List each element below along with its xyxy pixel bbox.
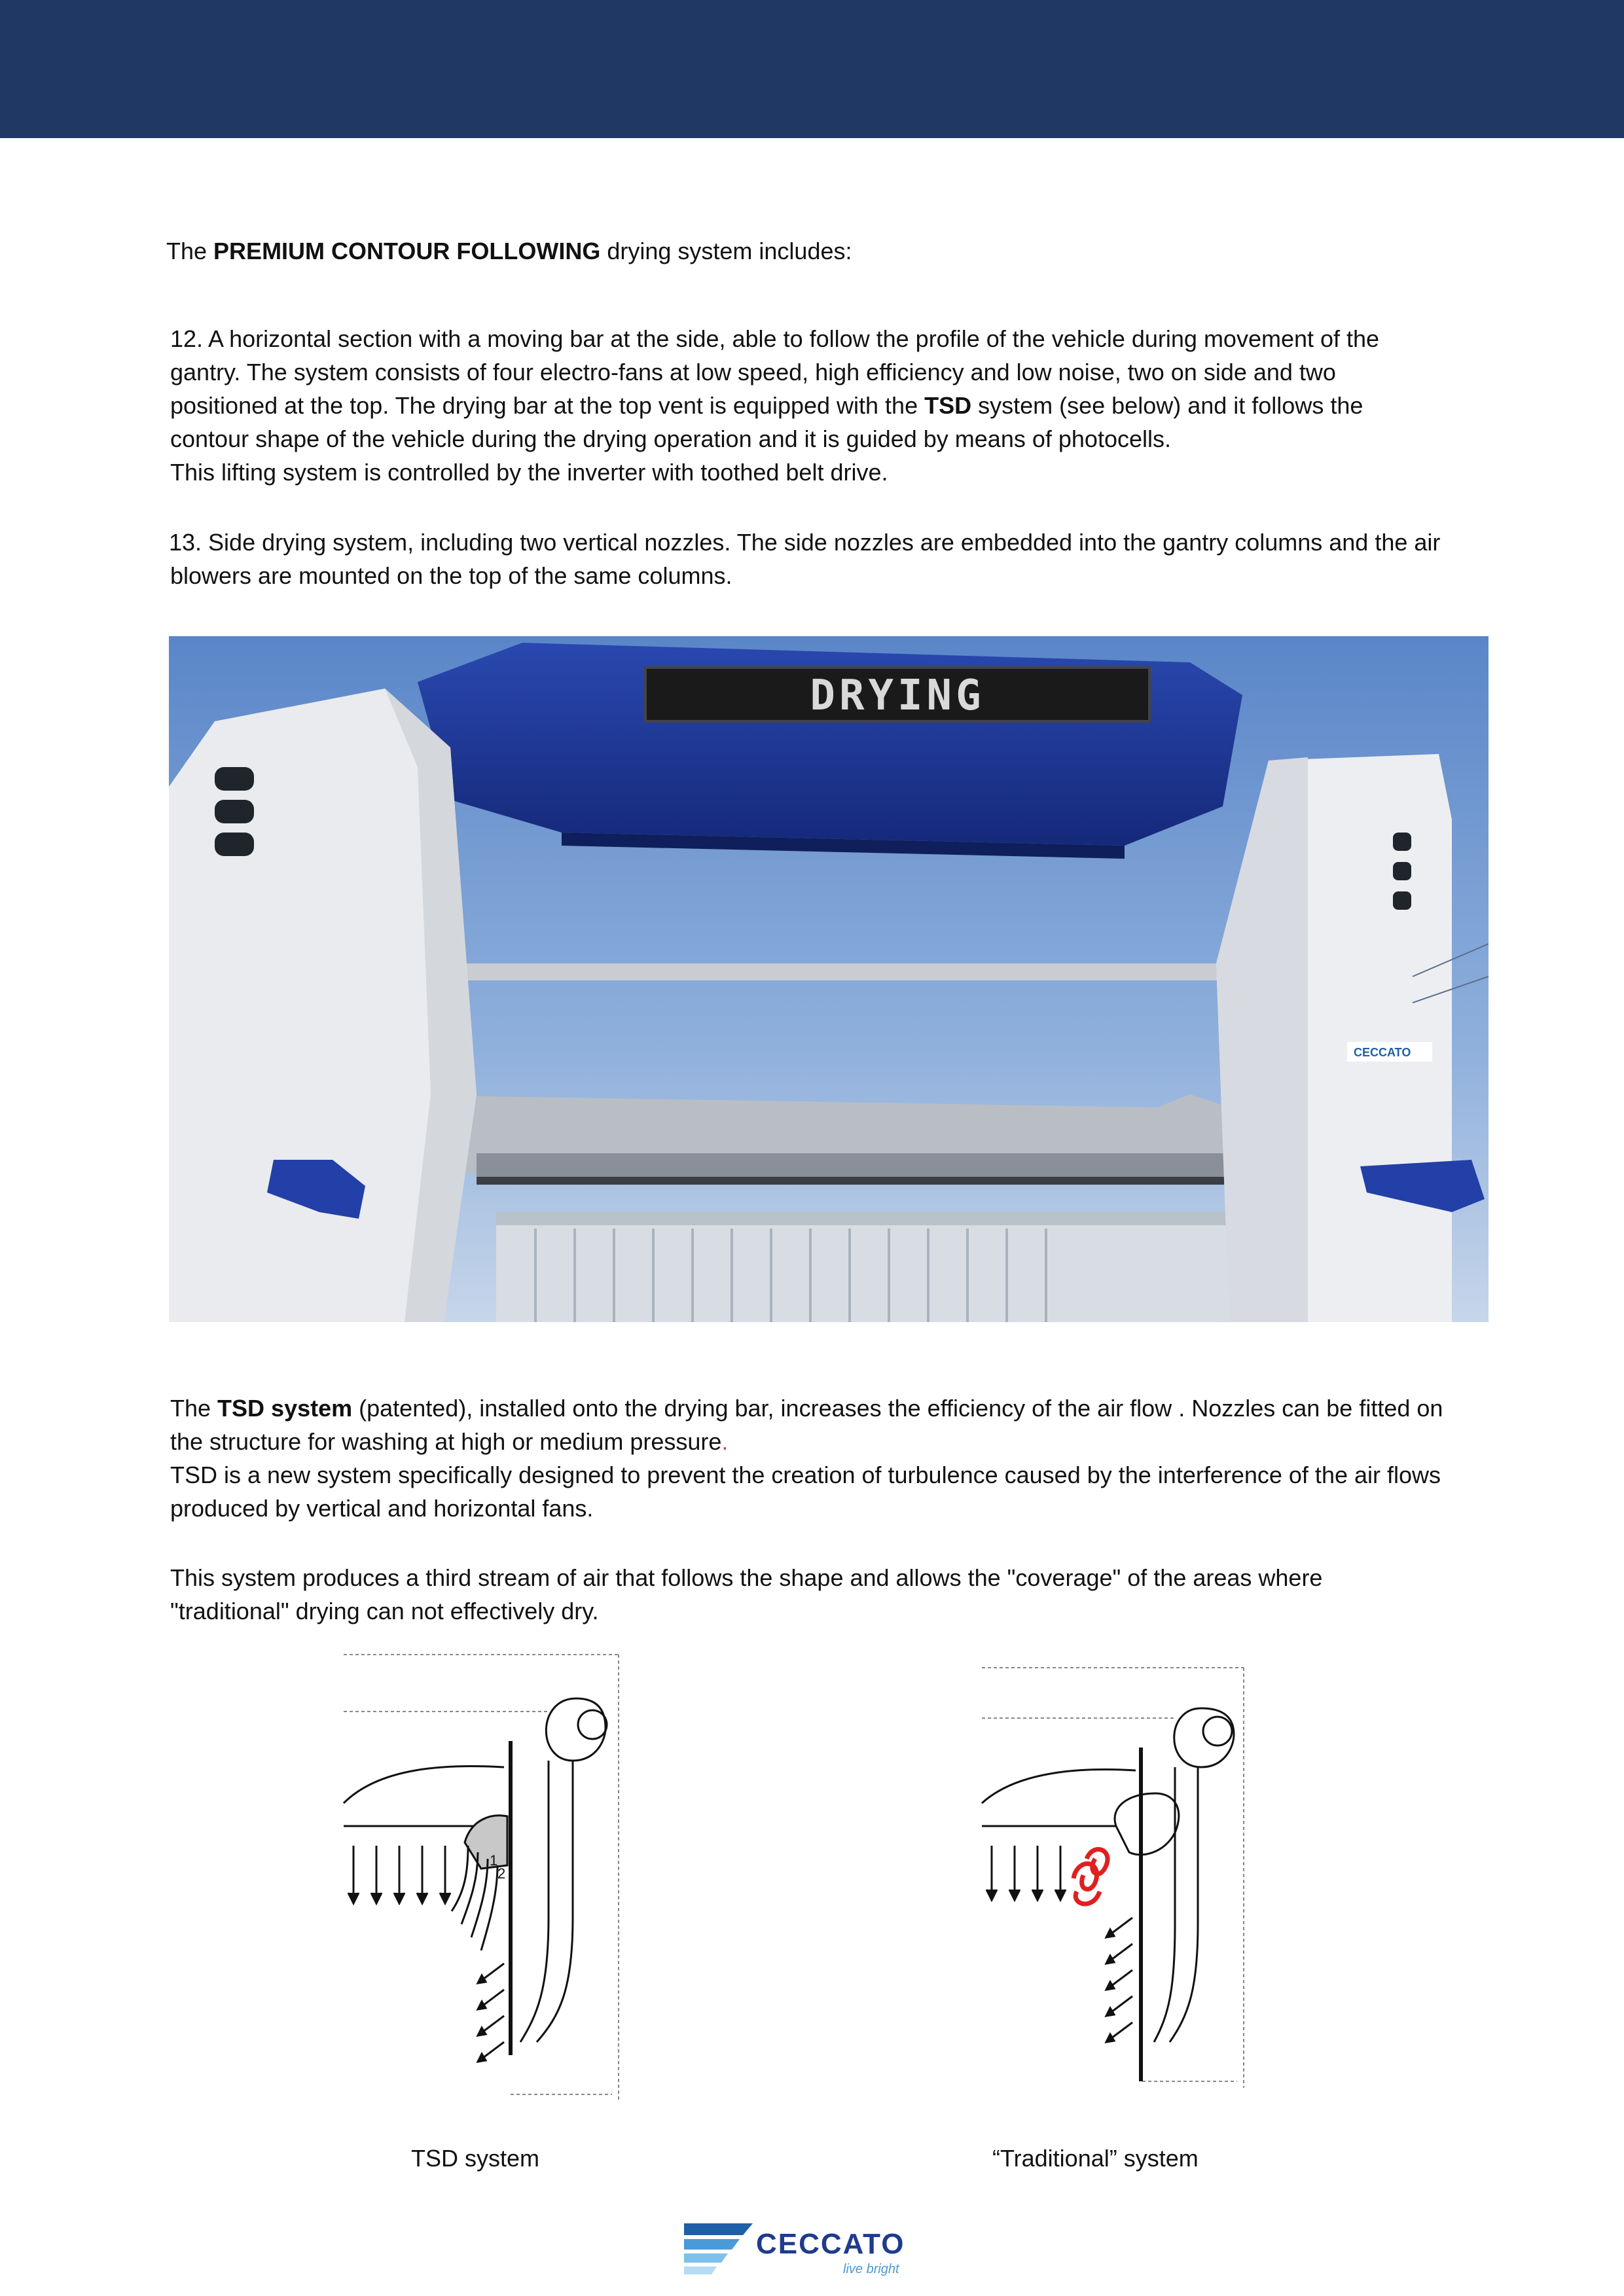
item13-line1: 13. Side drying system, including two vertical nozzles. The side nozzles are embedded into the gantry columns and the air	[169, 529, 1441, 556]
tsd-caption: TSD system	[411, 2145, 540, 2172]
tsd-mark-2: 2	[497, 1865, 506, 1882]
item12-line1: 12. A horizontal section with a moving bar at the side, able to follow the profile of the vehicle during movement of the	[170, 325, 1380, 352]
tsd-line3: TSD is a new system specifically designed to prevent the creation of turbulence caused by the interference of the air flows	[170, 1462, 1441, 1488]
tsd-line6: "traditional" drying can not effectively dry.	[170, 1598, 599, 1624]
traditional-caption: “Traditional” system	[992, 2145, 1199, 2172]
item12-line3: positioned at the top. The drying bar at the top vent is equipped with the TSD system (see below) and it follows the	[170, 392, 1363, 419]
logo-name: CECCATO	[756, 2228, 905, 2260]
item13-line2: blowers are mounted on the top of the same columns.	[170, 562, 732, 589]
intro-paragraph: The PREMIUM CONTOUR FOLLOWING drying system includes:	[166, 238, 852, 264]
tsd-mark-1: 1	[490, 1852, 498, 1869]
item12-line2: gantry. The system consists of four electro-fans at low speed, high efficiency and low noise, two on side and two	[170, 359, 1336, 386]
display-text: DRYING	[810, 672, 985, 720]
photo-brand-label: CECCATO	[1354, 1046, 1411, 1059]
tsd-line1: The TSD system (patented), installed onto the drying bar, increases the efficiency of the air flow . Nozzles can be fitted on	[170, 1395, 1443, 1422]
logo-tagline: live bright	[843, 2262, 899, 2276]
header-bar	[0, 0, 1624, 138]
item12-line4: contour shape of the vehicle during the drying operation and it is guided by means of photocells.	[170, 425, 1171, 452]
tsd-diagram	[340, 1649, 628, 2108]
tsd-line5: This system produces a third stream of air that follows the shape and allows the "coverage" of the areas where	[170, 1564, 1323, 1591]
tsd-line2: the structure for washing at high or medium pressure.	[170, 1428, 729, 1455]
item12-line5: This lifting system is controlled by the inverter with toothed belt drive.	[170, 459, 888, 486]
tsd-line4: produced by vertical and horizontal fans.	[170, 1495, 594, 1522]
ceccato-logo	[681, 2215, 914, 2281]
gantry-photo	[169, 636, 1489, 1322]
traditional-diagram	[979, 1662, 1254, 2094]
